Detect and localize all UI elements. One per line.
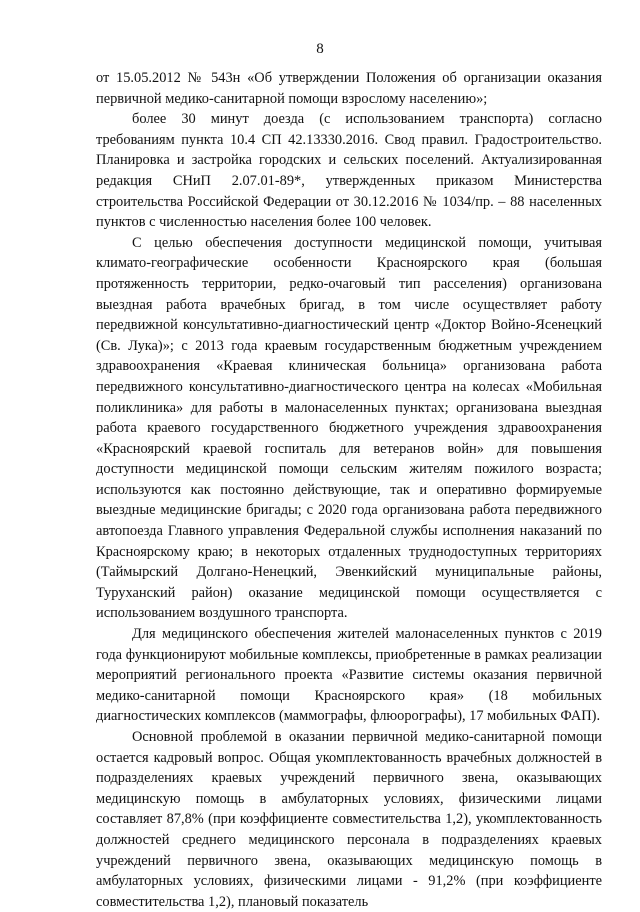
paragraph-mobile-complexes: Для медицинского обеспечения жителей малонаселенных пунктов с 2019 года функционируют мобильные комплексы, приобретенные в рамках реализации мероприятий регионального проекта «Развитие системы оказания первичной медико-санитарной помощи Красноярского края» (18 мобильных диагностических комплексов (маммографы, флюорографы), 17 мобильных ФАП). — [96, 626, 602, 725]
paragraph-travel-time-criterion: более 30 минут доезда (с использованием транспорта) согласно требованиям пункта 10.4 СП 42.13330.2016. Свод правил. Градостроительство. Планировка и застройка городских и сельских поселений. Актуализированная редакция СНиП 2.07.01-89*, утвержденных приказом Министерства строительства Российской Федерации от 30.12.2016 № 1034/пр. – 88 населенных пунктов с численностью населения более 100 человек. — [96, 111, 602, 231]
page-number: 8 — [316, 41, 324, 57]
paragraph-staffing-problem: Основной проблемой в оказании первичной медико-санитарной помощи остается кадровый вопрос. Общая укомплектованность врачебных должностей в подразделениях краевых учреждений первичного звена, оказывающих медицинскую помощь в амбулаторных условиях, физическими лицами составляет 87,8% (при коэффициенте совместительства 1,2), укомплектованность должностей среднего медицинского персонала в подразделениях краевых учреждений первичного звена, оказывающих медицинскую помощь в амбулаторных условиях, физическими лицами - 91,2% (при коэффициенте совместительства 1,2), плановый показатель — [96, 729, 602, 910]
paragraph-order-reference: от 15.05.2012 № 543н «Об утверждении Положения об организации оказания первичной медико-санитарной помощи взрослому населению»; — [96, 70, 602, 107]
document-body — [96, 68, 602, 912]
paragraph-mobile-medical-teams: С целью обеспечения доступности медицинской помощи, учитывая климато-географические особенности Красноярского края (большая протяженность территории, редко-очаговый тип расселения) организована выездная работа врачебных бригад, в том числе осуществляет работу передвижной консультативно-диагностический центр «Доктор Войно-Ясенецкий (Св. Лука)»; с 2013 года краевым государственным бюджетным учреждением здравоохранения «Краевая клиническая больница» организована работа передвижного консультативно-диагностического центра на колесах «Мобильная поликлиника» для работы в малонаселенных пунктах; организована выездная работа краевого государственного бюджетного учреждения здравоохранения «Красноярский краевой госпиталь для ветеранов войн» для повышения доступности медицинской помощи сельским жителям пожилого возраста; используются как постоянно действующие, так и оперативно формируемые выездные медицинские бригады; с 2020 года организована работа передвижного автопоезда Главного управления Федеральной службы исполнения наказаний по Красноярскому краю; в некоторых отдаленных труднодоступных территориях (Таймырский Долгано-Ненецкий, Эвенкийский муниципальные районы, Туруханский район) оказание медицинской помощи осуществляется с использованием воздушного транспорта. — [96, 234, 602, 622]
